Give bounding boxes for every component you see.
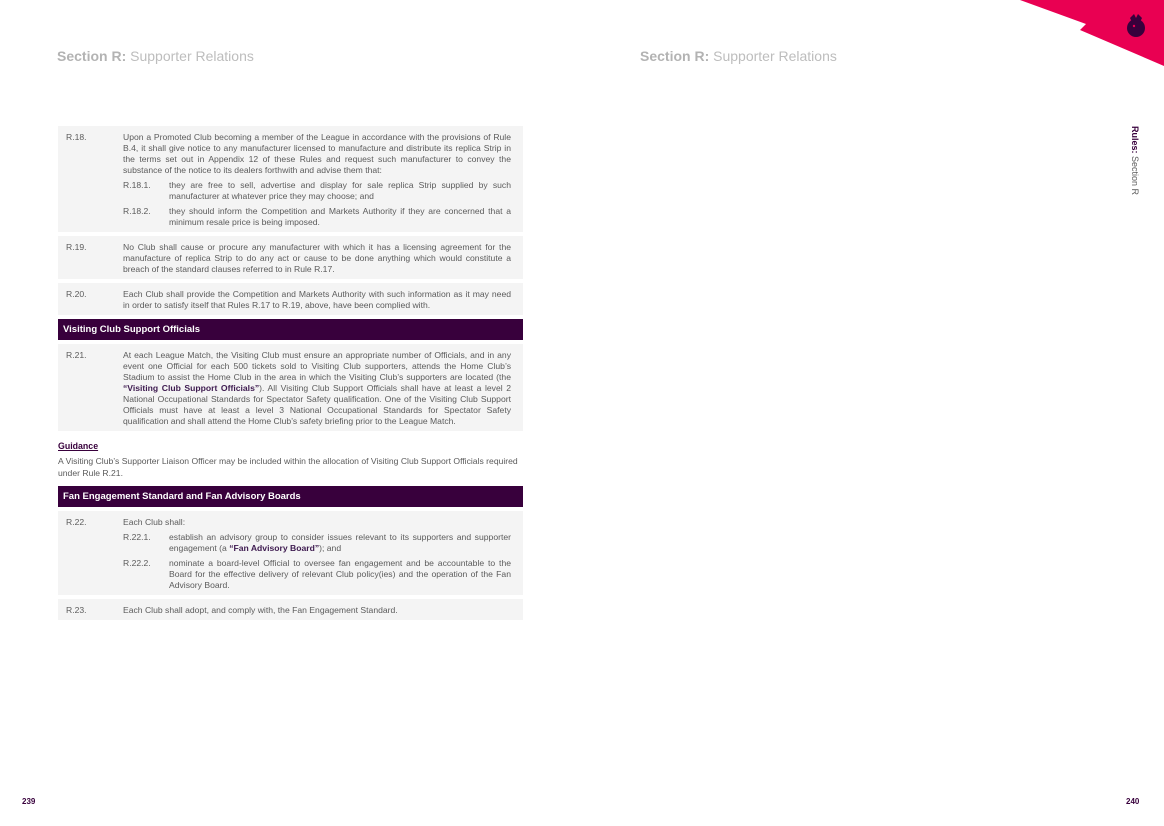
subrule-number: R.22.1. (123, 532, 151, 542)
side-section-label (1130, 126, 1140, 195)
subrule-r22-1 (123, 532, 511, 554)
subrule-r18-1 (123, 180, 511, 202)
subrule-text (169, 532, 511, 554)
rule-text: Each Club shall adopt, and comply with, the Fan Engagement Standard. (123, 605, 398, 615)
rule-number: R.23. (66, 605, 87, 615)
page-header-right (640, 48, 837, 64)
subrule-r18-2 (123, 206, 511, 228)
guidance-title: Guidance (58, 441, 99, 451)
header-section: Section R: (640, 48, 710, 64)
rule-text (123, 350, 511, 427)
rule-r21 (58, 344, 523, 431)
rule-r23 (58, 599, 523, 620)
rule-r19 (58, 236, 523, 279)
side-label-text: Section R (1130, 156, 1140, 196)
header-title: Supporter Relations (130, 48, 254, 64)
rule-text: Each Club shall provide the Competition and Markets Authority with such information as it may need in order to satisfy itself that Rules R.17 to R.19, above, have been complied with. (123, 289, 511, 310)
subrule-text: nominate a board-level Official to oversee fan engagement and be accountable to the Board for the effective delivery of relevant Club policy(ies) and the operation of the Fan Advisory Board. (169, 558, 511, 590)
rule-r20 (58, 283, 523, 315)
header-section: Section R: (57, 48, 127, 64)
section-heading-fan: Fan Engagement Standard and Fan Advisory Boards (58, 486, 523, 507)
page-number-left: 239 (22, 797, 36, 806)
subrule-text: they are free to sell, advertise and display for sale replica Strip supplied by such manufacturer at whatever price they may choose; and (169, 180, 511, 201)
subrule-text-part: establish an advisory group to consider issues relevant to its supporters and supporter engagement (a (169, 532, 511, 553)
rule-text-part: At each League Match, the Visiting Club must ensure an appropriate number of Officials, and in any event one Official for each 500 tickets sold to Visiting Club supporters, attends the Home Club’s Stadium to assist the Home Club in the area in which the Visiting Club’s supporters are located (the (123, 350, 511, 382)
rule-number: R.19. (66, 242, 87, 252)
subrule-number: R.18.1. (123, 180, 151, 190)
page-number-right: 240 (1126, 797, 1140, 806)
defined-term: “Fan Advisory Board” (229, 543, 320, 553)
header-title: Supporter Relations (713, 48, 837, 64)
section-heading-visiting: Visiting Club Support Officials (58, 319, 523, 340)
rule-text: Upon a Promoted Club becoming a member of the League in accordance with the provisions of Rule B.4, it shall give notice to any manufacturer licensed to manufacture and distribute its replica Strip in the terms set out in Appendix 12 of these Rules and request such manufacturer to convey the substance of the notice to its dealers forthwith and advise them that: (123, 132, 511, 175)
rules-content (58, 126, 523, 624)
subrule-number: R.22.2. (123, 558, 151, 568)
guidance-text: A Visiting Club’s Supporter Liaison Officer may be included within the allocation of Visiting Club Support Officials required under Rule R.21. (58, 456, 518, 478)
rule-text: No Club shall cause or procure any manufacturer with which it has a licensing agreement for the manufacture of replica Strip to do any act or cause to be done anything which would constitute a breach of the standard clauses referred to in Rule R.17. (123, 242, 511, 274)
rule-text-part: ). All Visiting Club Support Officials shall have at least a level 2 National Occupational Standards for Spectator Safety qualification. One of the Visiting Club Support Officials must have at least a level 3 National Occupational Standards for Spectator Safety qualification and shall attend the Home Club’s safety briefing prior to the League Match. (123, 383, 511, 426)
subrule-text-part: ); and (319, 543, 342, 553)
page-header-left (57, 48, 254, 64)
rule-text: Each Club shall: (123, 517, 186, 527)
rule-number: R.21. (66, 350, 87, 360)
corner-logo-banner (1020, 0, 1164, 70)
rule-r18 (58, 126, 523, 232)
rule-number: R.20. (66, 289, 87, 299)
subrule-number: R.18.2. (123, 206, 151, 216)
defined-term: “Visiting Club Support Officials” (123, 383, 260, 393)
rule-number: R.18. (66, 132, 87, 142)
rule-r22 (58, 511, 523, 595)
side-label-bold: Rules: (1130, 126, 1140, 154)
subrule-text: they should inform the Competition and Markets Authority if they are concerned that a minimum resale price is being imposed. (169, 206, 511, 227)
rule-number: R.22. (66, 517, 87, 527)
subrule-r22-2 (123, 558, 511, 591)
